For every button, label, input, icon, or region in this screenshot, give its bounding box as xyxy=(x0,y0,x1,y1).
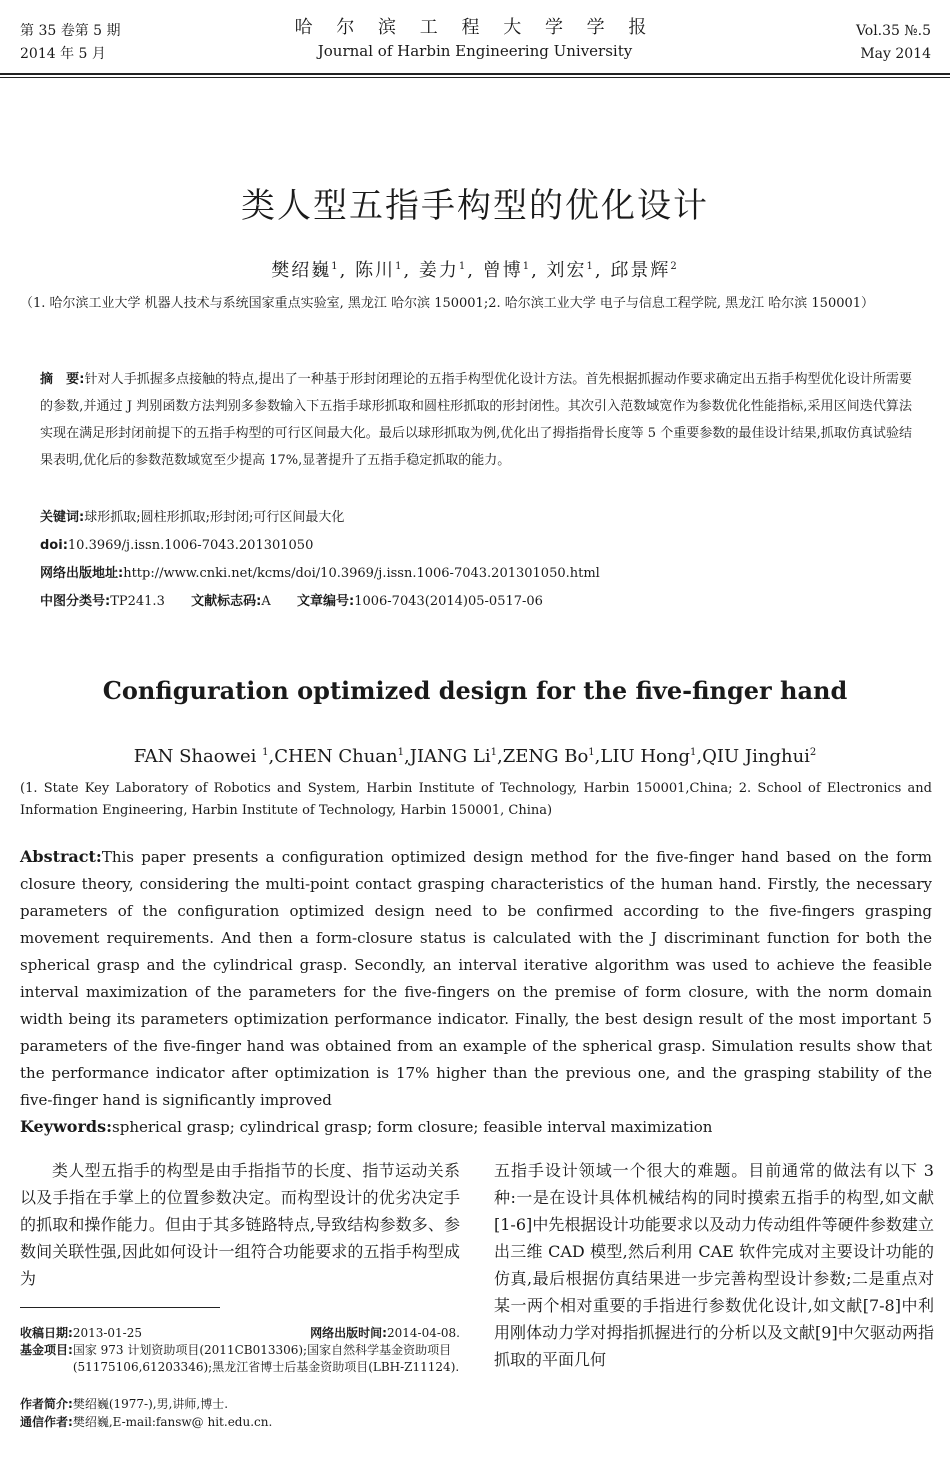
author-en: CHEN Chuan xyxy=(274,746,398,767)
paper-title-cn: 类人型五指手构型的优化设计 xyxy=(241,186,709,226)
abstract-en xyxy=(20,843,932,1114)
article-no-label: 文章编号: xyxy=(297,594,355,609)
author-en: QIU Jinghui xyxy=(702,746,810,767)
author-en: FAN Shaowei xyxy=(133,746,257,767)
abstract-cn-label: 摘 要: xyxy=(40,372,85,387)
author-affil-index: 2 xyxy=(809,747,817,758)
author-bio-label: 作者简介: xyxy=(20,1397,73,1411)
header-rule-thin xyxy=(0,77,950,78)
footnote-rule xyxy=(20,1307,220,1308)
journal-name-en: Journal of Harbin Engineering University xyxy=(317,42,633,60)
doc-code-value: A xyxy=(261,594,271,609)
author-list-en: FAN Shaowei $^1$,CHEN Chuan$^1$,JIANG Li$^1$,ZENG Bo$^1$,LIU Hong$^1$,QIU Jinghui$^2$ xyxy=(133,746,817,767)
footnote-corresponding xyxy=(20,1414,460,1431)
online-date-value: 2014-04-08. xyxy=(386,1326,460,1340)
fund-value: 国家 973 计划资助项目(2011CB013306);国家自然科学基金资助项目(51175106,61203346);黑龙江省博士后基金资助项目(LBH-Z11124). xyxy=(72,1343,460,1374)
fund-label: 基金项目: xyxy=(20,1343,73,1357)
author-cn: 邱景辉 xyxy=(610,260,671,281)
affiliation-cn: （1. 哈尔滨工业大学 机器人技术与系统国家重点实验室, 黑龙江 哈尔滨 150001;2. 哈尔滨工业大学 电子与信息工程学院, 黑龙江 哈尔滨 150001） xyxy=(20,296,875,311)
volume-issue-en: Vol.35 №.5 xyxy=(855,23,931,39)
body-text-right-column: 五指手设计领域一个很大的难题。目前通常的做法有以下 3 种:一是在设计具体机械结构的同时摸索五指手的构型,如文献[1-6]中先根据设计功能要求以及动力传动组件等硬件参数建立出三维 CAD 模型,然后利用 CAE 软件完成对主要设计功能的仿真,最后根据仿真结果进一步完善构型设计参数;二是重点对某一两个相对重要的手指进行参数优化设计,如文献[7-8]中利用刚体动力学对拇指抓握进行的分析以及文献[9]中欠驱动两指抓取的平面几何 xyxy=(494,1161,934,1369)
classification-line xyxy=(40,592,920,612)
author-affil-index: 1 xyxy=(397,747,404,758)
author-affil-index: 1 xyxy=(588,747,595,758)
author-cn: 樊绍巍 xyxy=(271,260,332,281)
received-date-value: 2013-01-25 xyxy=(72,1326,142,1340)
author-cn: 姜力 xyxy=(418,260,459,281)
abstract-cn-text: 针对人手抓握多点接触的特点,提出了一种基于形封闭理论的五指手构型优化设计方法。首先根据抓握动作要求确定出五指手构型优化设计所需要的参数,并通过 J 判别函数方法判别多参数输入下五指手球形抓取和圆柱形抓取的形封闭性。其次引入范数域宽作为参数优化性能指标,采用区间迭代算法实现在满足形封闭前提下的五指手构型的可行区间最大化。最后以球形抓取为例,优化出了拇指指骨长度等 5 个重要参数的最佳设计结果,抓取仿真试验结果表明,优化后的参数范数域宽至少提高 17%,显著提升了五指手稳定抓取的能力。 xyxy=(40,372,913,468)
author-bio-value: 樊绍巍(1977-),男,讲师,博士. xyxy=(72,1397,229,1411)
journal-name xyxy=(0,16,950,62)
author-affil-index: 2 xyxy=(670,261,679,272)
author-en: LIU Hong xyxy=(600,746,691,767)
volume-issue-cn: 第 35 卷第 5 期 xyxy=(20,23,121,39)
keywords-cn-label: 关键词: xyxy=(40,510,85,525)
author-affil-index: 1 xyxy=(395,261,404,272)
author-affil-index: 1 xyxy=(690,747,697,758)
online-url-label: 网络出版地址: xyxy=(40,566,124,581)
author-cn: 刘宏 xyxy=(546,260,587,281)
author-list-cn: 樊绍巍$^1$, 陈川$^1$, 姜力$^1$, 曾博$^1$, 刘宏$^1$, 邱景辉$^2$ xyxy=(271,260,679,281)
online-url-link[interactable]: http://www.cnki.net/kcms/doi/10.3969/j.issn.1006-7043.201301050.html xyxy=(123,566,600,581)
abstract-en-label: Abstract: xyxy=(20,847,102,866)
abstract-cn xyxy=(40,366,912,474)
corresponding-author-label: 通信作者: xyxy=(20,1415,73,1429)
clc-value: TP241.3 xyxy=(110,594,165,609)
keywords-en-text: spherical grasp; cylindrical grasp; form closure; feasible interval maximization xyxy=(112,1118,713,1136)
author-affil-index: 1 xyxy=(262,747,269,758)
author-affil-index: 1 xyxy=(586,261,595,272)
received-date-label: 收稿日期: xyxy=(20,1326,73,1340)
date-en: May 2014 xyxy=(860,46,931,62)
doi-value[interactable]: 10.3969/j.issn.1006-7043.201301050 xyxy=(67,538,314,553)
doi-label: doi: xyxy=(40,538,68,553)
keywords-cn-text: 球形抓取;圆柱形抓取;形封闭;可行区间最大化 xyxy=(84,510,345,525)
keywords-en-label: Keywords: xyxy=(20,1117,113,1136)
author-cn: 曾博 xyxy=(482,260,523,281)
article-no-value: 1006-7043(2014)05-0517-06 xyxy=(354,594,543,609)
paper-title-en: Configuration optimized design for the five-finger hand xyxy=(102,676,848,705)
doi-line xyxy=(40,536,920,556)
author-affil-index: 1 xyxy=(490,747,497,758)
footnote-fund xyxy=(20,1342,460,1376)
online-url-line xyxy=(40,564,920,584)
affiliation-en: (1. State Key Laboratory of Robotics and System, Harbin Institute of Technology, Harbin 150001,China; 2. School of Electronics and Information Engineering, Harbin Institute of Technology, Harbin 150001, China) xyxy=(20,781,932,818)
author-en: JIANG Li xyxy=(409,746,491,767)
author-affil-index: 1 xyxy=(458,261,468,272)
journal-name-cn: 哈 尔 滨 工 程 大 学 学 报 xyxy=(294,17,656,38)
keywords-cn xyxy=(40,508,920,528)
doc-code-label: 文献标志码: xyxy=(191,594,262,609)
footnote-author xyxy=(20,1396,460,1413)
author-affil-index: 1 xyxy=(522,261,532,272)
keywords-en xyxy=(20,1115,932,1139)
header-volume-en xyxy=(856,20,931,66)
body-text-left-column: 类人型五指手的构型是由手指指节的长度、指节运动关系以及手指在手掌上的位置参数决定。而构型设计的优劣决定手的抓取和操作能力。但由于其多链路特点,导致结构参数多、参数间关联性强,因此如何设计一组符合功能要求的五指手构型成为 xyxy=(20,1161,460,1288)
corresponding-author-value: 樊绍巍,E-mail:fansw@ hit.edu.cn. xyxy=(72,1415,273,1429)
abstract-en-text: This paper presents a configuration optimized design method for the five-finger hand based on the form closure theory, considering the multi-point contact grasping characteristics of the human hand. Firstly, the necessary parameters of the configuration optimized design need to be confirmed according to the five-fingers grasping movement requirements. And then a form-closure status is calculated with the J discriminant function for both the spherical grasp and the cylindrical grasp. Secondly, an interval iterative algorithm was used to achieve the feasible interval maximization of the parameters for the five-fingers on the premise of form closure, with the norm domain width being its parameters optimization performance indicator. Finally, the best design result of the most important 5 parameters of the five-finger hand was obtained from an example of the spherical grasp. Simulation results show that the performance indicator after optimization is 17% higher than the previous one, and the grasping stability of the five-finger hand is significantly improved xyxy=(20,848,932,1109)
author-en: ZENG Bo xyxy=(502,746,589,767)
date-cn: 2014 年 5 月 xyxy=(20,46,106,62)
author-affil-index: 1 xyxy=(331,261,340,272)
clc-label: 中图分类号: xyxy=(40,594,111,609)
footnote-dates xyxy=(20,1325,460,1342)
header-rule-thick xyxy=(0,73,950,75)
online-date-label: 网络出版时间: xyxy=(310,1326,387,1340)
author-cn: 陈川 xyxy=(355,260,396,281)
